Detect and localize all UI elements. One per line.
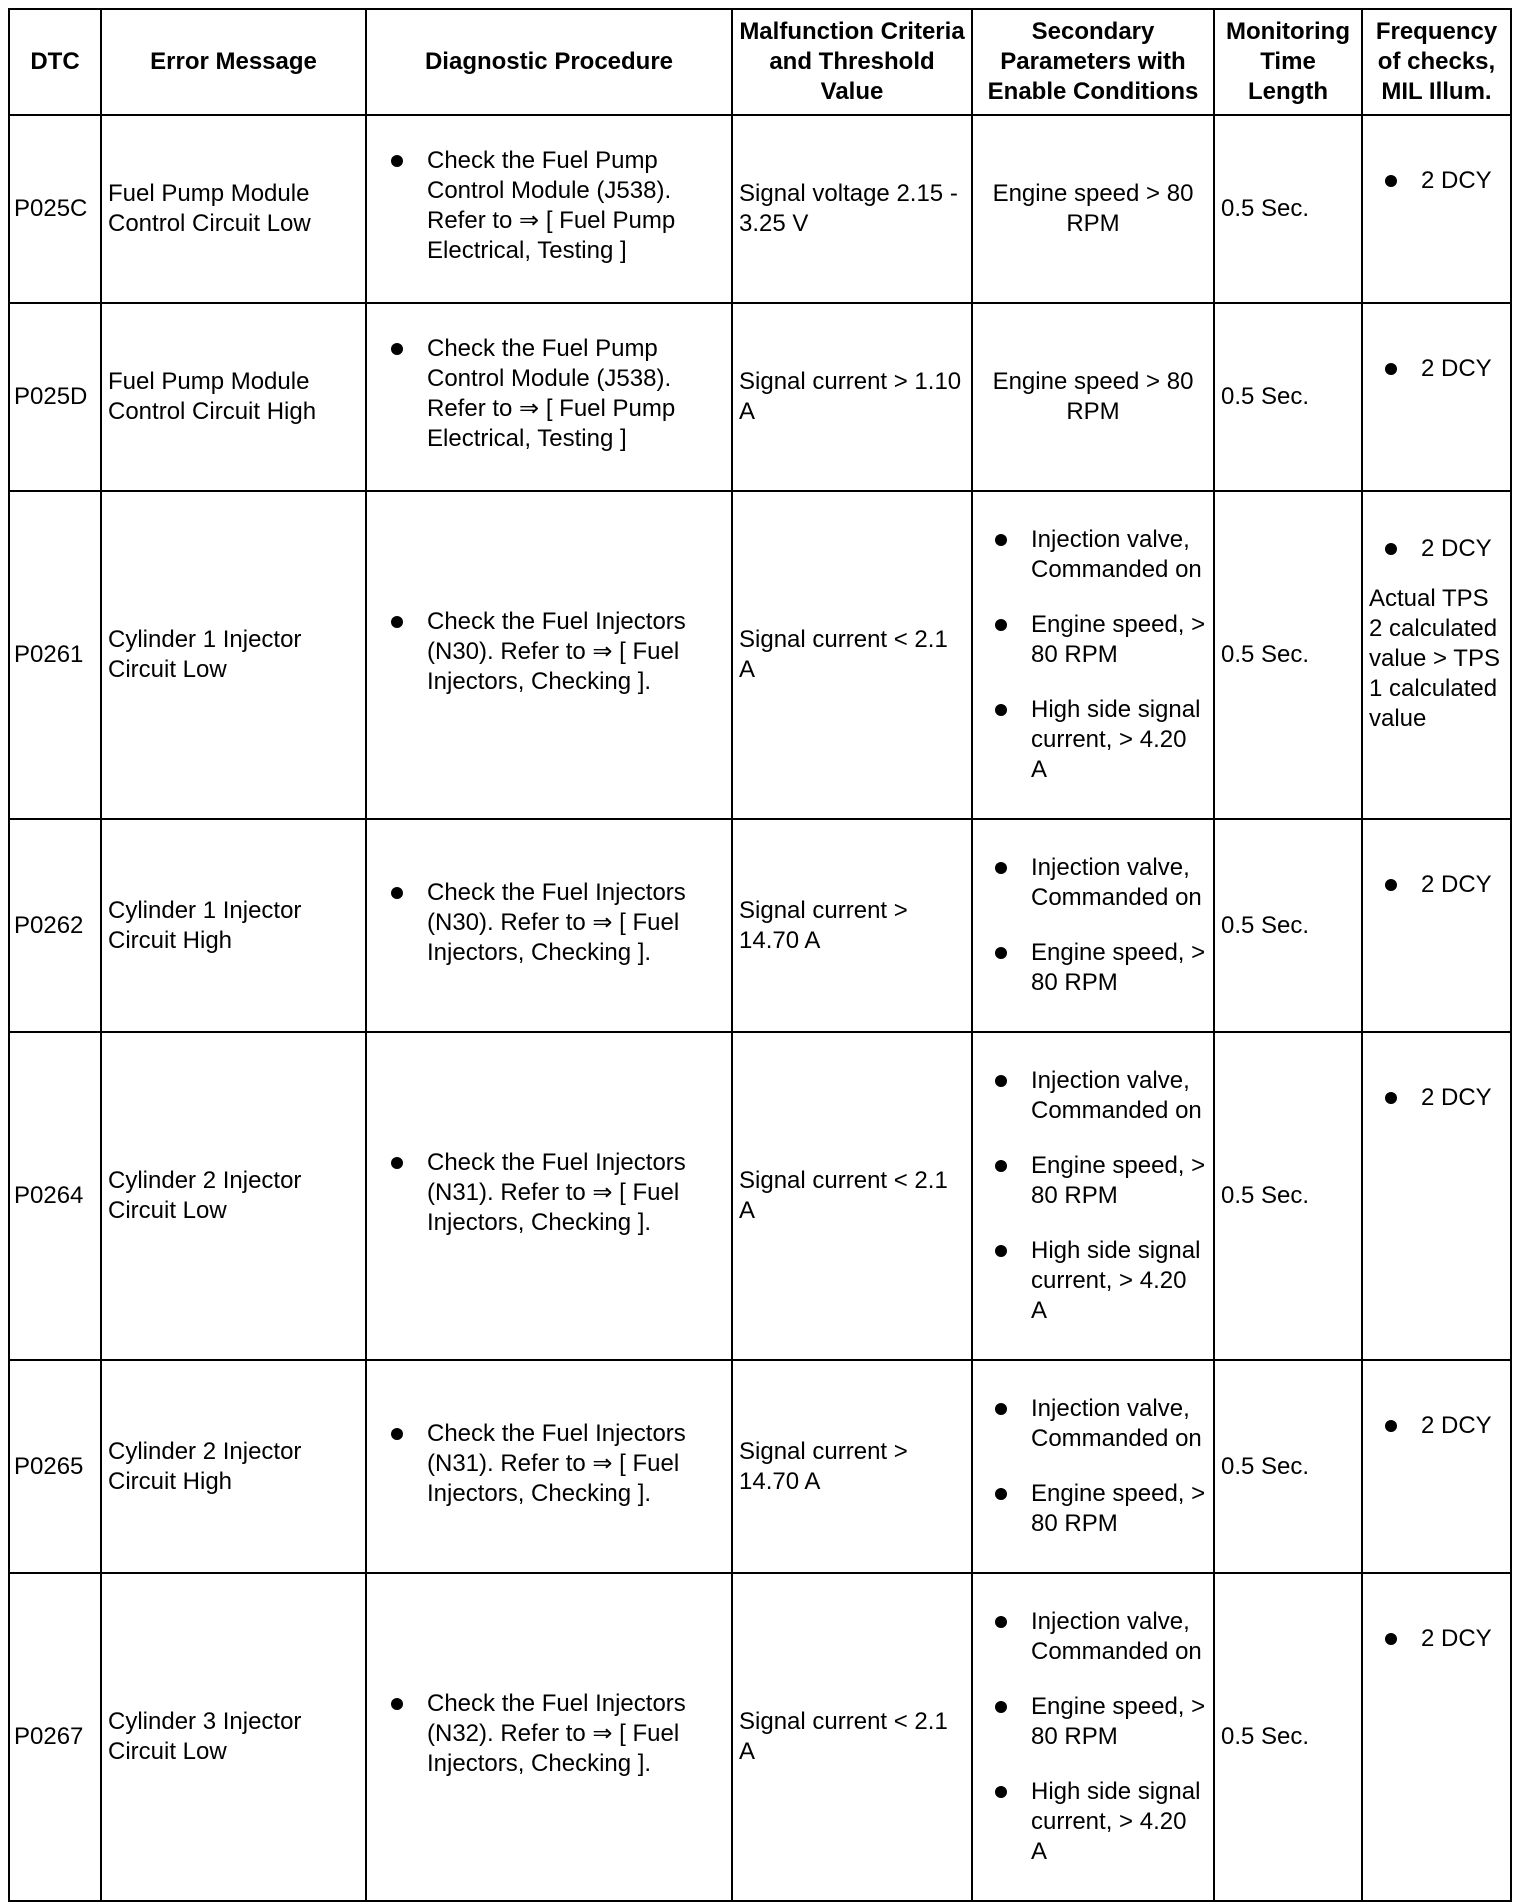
secondary-parameters [972, 491, 1214, 819]
error-message: Fuel Pump Module Control Circuit High [101, 303, 366, 491]
list-item [995, 610, 1207, 670]
bullet-icon [1385, 543, 1397, 555]
bullet-icon [995, 704, 1007, 716]
bullet-list [979, 1607, 1207, 1867]
bullet-list [373, 1148, 725, 1238]
list-item [1385, 870, 1504, 900]
dtc-code: P0265 [9, 1360, 101, 1573]
procedure-text: Check the Fuel Injectors (N31). Refer to ⇒ [ Fuel Injectors, Checking ]. [427, 1419, 686, 1507]
bullet-icon [995, 947, 1007, 959]
list-item [995, 1066, 1207, 1126]
list-item [1385, 166, 1504, 196]
list-item [995, 1777, 1207, 1867]
bullet-icon [391, 887, 403, 899]
list-item-text: High side signal current, > 4.20 A [1031, 696, 1201, 783]
list-item [1385, 1624, 1504, 1654]
error-message: Cylinder 2 Injector Circuit High [101, 1360, 366, 1573]
list-item [995, 1236, 1207, 1326]
malfunction-criteria: Signal current > 14.70 A [732, 1360, 972, 1573]
header-monitoring-time: Monitoring Time Length [1214, 9, 1362, 115]
bullet-list [1369, 166, 1504, 196]
list-item [1385, 1411, 1504, 1441]
list-item [391, 1689, 725, 1779]
bullet-icon [1385, 879, 1397, 891]
bullet-icon [995, 862, 1007, 874]
list-item-text: High side signal current, > 4.20 A [1031, 1237, 1201, 1324]
procedure-text: Check the Fuel Pump Control Module (J538). Refer to ⇒ [ Fuel Pump Electrical, Testing ] [427, 147, 676, 264]
table-row [9, 115, 1511, 303]
table-row [9, 491, 1511, 819]
list-item [995, 525, 1207, 585]
list-item [995, 1479, 1207, 1539]
diagnostic-procedure [366, 115, 732, 303]
list-item [995, 853, 1207, 913]
bullet-icon [995, 1403, 1007, 1415]
list-item [995, 1607, 1207, 1667]
diagnostic-procedure [366, 1360, 732, 1573]
list-item-text: Engine speed, > 80 RPM [1031, 611, 1206, 668]
list-item [391, 878, 725, 968]
bullet-icon [391, 155, 403, 167]
bullet-list [373, 878, 725, 968]
secondary-parameters [972, 1573, 1214, 1901]
list-item [391, 1148, 725, 1238]
table-header [9, 9, 1511, 115]
header-error-message: Error Message [101, 9, 366, 115]
bullet-icon [995, 619, 1007, 631]
monitoring-time: 0.5 Sec. [1214, 303, 1362, 491]
bullet-list [979, 525, 1207, 785]
bullet-list [979, 853, 1207, 998]
bullet-list [373, 1419, 725, 1509]
bullet-list [979, 1066, 1207, 1326]
frequency-text: 2 DCY [1421, 535, 1492, 562]
frequency-text: 2 DCY [1421, 355, 1492, 382]
frequency-note: Actual TPS 2 calculated value > TPS 1 calculated value [1369, 585, 1500, 732]
bullet-icon [391, 1698, 403, 1710]
bullet-icon [995, 1786, 1007, 1798]
list-item [391, 146, 725, 266]
error-message: Fuel Pump Module Control Circuit Low [101, 115, 366, 303]
bullet-list [1369, 534, 1504, 564]
monitoring-time: 0.5 Sec. [1214, 819, 1362, 1032]
frequency-checks [1362, 303, 1511, 491]
malfunction-criteria: Signal current < 2.1 A [732, 491, 972, 819]
malfunction-criteria: Signal current < 2.1 A [732, 1032, 972, 1360]
header-malfunction-criteria: Malfunction Criteria and Threshold Value [732, 9, 972, 115]
list-item-text: Engine speed, > 80 RPM [1031, 939, 1206, 996]
bullet-icon [1385, 175, 1397, 187]
list-item-text: Injection valve, Commanded on [1031, 1067, 1202, 1124]
frequency-text: 2 DCY [1421, 1084, 1492, 1111]
header-diagnostic-procedure: Diagnostic Procedure [366, 9, 732, 115]
bullet-list [373, 146, 725, 266]
secondary-parameters [972, 819, 1214, 1032]
procedure-text: Check the Fuel Injectors (N30). Refer to ⇒ [ Fuel Injectors, Checking ]. [427, 608, 686, 695]
bullet-icon [995, 1488, 1007, 1500]
bullet-icon [1385, 1633, 1397, 1645]
list-item-text: Injection valve, Commanded on [1031, 1395, 1202, 1452]
list-item [995, 1394, 1207, 1454]
bullet-list [1369, 1411, 1504, 1441]
secondary-parameters: Engine speed > 80 RPM [972, 115, 1214, 303]
dtc-code: P0262 [9, 819, 101, 1032]
dtc-code: P025D [9, 303, 101, 491]
table-row [9, 1360, 1511, 1573]
list-item [995, 1692, 1207, 1752]
header-row [9, 9, 1511, 115]
frequency-text: 2 DCY [1421, 1625, 1492, 1652]
table-row [9, 819, 1511, 1032]
procedure-text: Check the Fuel Pump Control Module (J538). Refer to ⇒ [ Fuel Pump Electrical, Testing ] [427, 335, 676, 452]
bullet-icon [391, 343, 403, 355]
monitoring-time: 0.5 Sec. [1214, 1032, 1362, 1360]
frequency-text: 2 DCY [1421, 871, 1492, 898]
table-body [9, 115, 1511, 1901]
frequency-checks [1362, 1032, 1511, 1360]
bullet-icon [391, 1157, 403, 1169]
bullet-icon [995, 534, 1007, 546]
frequency-checks [1362, 115, 1511, 303]
malfunction-criteria: Signal current > 14.70 A [732, 819, 972, 1032]
bullet-list [1369, 1083, 1504, 1113]
dtc-table [8, 8, 1512, 1902]
list-item-text: Engine speed, > 80 RPM [1031, 1480, 1206, 1537]
list-item [1385, 534, 1504, 564]
error-message: Cylinder 3 Injector Circuit Low [101, 1573, 366, 1901]
bullet-list [373, 1689, 725, 1779]
diagnostic-procedure [366, 1573, 732, 1901]
monitoring-time: 0.5 Sec. [1214, 115, 1362, 303]
frequency-checks [1362, 819, 1511, 1032]
error-message: Cylinder 1 Injector Circuit High [101, 819, 366, 1032]
dtc-code: P0264 [9, 1032, 101, 1360]
diagnostic-procedure [366, 1032, 732, 1360]
bullet-icon [391, 1428, 403, 1440]
frequency-text: 2 DCY [1421, 1412, 1492, 1439]
bullet-list [373, 334, 725, 454]
list-item-text: Injection valve, Commanded on [1031, 854, 1202, 911]
bullet-list [1369, 1624, 1504, 1654]
list-item-text: Engine speed, > 80 RPM [1031, 1693, 1206, 1750]
list-item-text: High side signal current, > 4.20 A [1031, 1778, 1201, 1865]
table-row [9, 1032, 1511, 1360]
list-item [995, 695, 1207, 785]
diagnostic-procedure [366, 303, 732, 491]
bullet-icon [995, 1701, 1007, 1713]
dtc-code: P0267 [9, 1573, 101, 1901]
diagnostic-procedure [366, 819, 732, 1032]
procedure-text: Check the Fuel Injectors (N32). Refer to ⇒ [ Fuel Injectors, Checking ]. [427, 1690, 686, 1777]
dtc-code: P0261 [9, 491, 101, 819]
procedure-text: Check the Fuel Injectors (N30). Refer to ⇒ [ Fuel Injectors, Checking ]. [427, 878, 686, 966]
list-item [995, 938, 1207, 998]
monitoring-time: 0.5 Sec. [1214, 1360, 1362, 1573]
error-message: Cylinder 1 Injector Circuit Low [101, 491, 366, 819]
malfunction-criteria: Signal current > 1.10 A [732, 303, 972, 491]
error-message: Cylinder 2 Injector Circuit Low [101, 1032, 366, 1360]
list-item [995, 1151, 1207, 1211]
bullet-icon [391, 616, 403, 628]
list-item [391, 1419, 725, 1509]
malfunction-criteria: Signal voltage 2.15 - 3.25 V [732, 115, 972, 303]
frequency-checks [1362, 1573, 1511, 1901]
bullet-icon [1385, 1420, 1397, 1432]
list-item-text: Injection valve, Commanded on [1031, 526, 1202, 583]
list-item [1385, 1083, 1504, 1113]
list-item-text: Engine speed, > 80 RPM [1031, 1152, 1206, 1209]
bullet-icon [1385, 1092, 1397, 1104]
header-frequency: Frequency of checks, MIL Illum. [1362, 9, 1511, 115]
bullet-icon [1385, 363, 1397, 375]
diagnostic-procedure [366, 491, 732, 819]
frequency-text: 2 DCY [1421, 167, 1492, 194]
bullet-list [979, 1394, 1207, 1539]
bullet-icon [995, 1245, 1007, 1257]
secondary-parameters [972, 1032, 1214, 1360]
secondary-parameters: Engine speed > 80 RPM [972, 303, 1214, 491]
frequency-checks [1362, 1360, 1511, 1573]
bullet-list [373, 607, 725, 697]
table-row [9, 1573, 1511, 1901]
bullet-list [1369, 870, 1504, 900]
frequency-checks [1362, 491, 1511, 819]
malfunction-criteria: Signal current < 2.1 A [732, 1573, 972, 1901]
bullet-icon [995, 1075, 1007, 1087]
dtc-code: P025C [9, 115, 101, 303]
list-item-text: Injection valve, Commanded on [1031, 1608, 1202, 1665]
monitoring-time: 0.5 Sec. [1214, 491, 1362, 819]
list-item [391, 334, 725, 454]
bullet-icon [995, 1616, 1007, 1628]
header-dtc: DTC [9, 9, 101, 115]
monitoring-time: 0.5 Sec. [1214, 1573, 1362, 1901]
procedure-text: Check the Fuel Injectors (N31). Refer to ⇒ [ Fuel Injectors, Checking ]. [427, 1149, 686, 1236]
bullet-icon [995, 1160, 1007, 1172]
list-item [1385, 354, 1504, 384]
list-item [391, 607, 725, 697]
bullet-list [1369, 354, 1504, 384]
header-secondary-parameters: Secondary Parameters with Enable Conditions [972, 9, 1214, 115]
table-row [9, 303, 1511, 491]
secondary-parameters [972, 1360, 1214, 1573]
